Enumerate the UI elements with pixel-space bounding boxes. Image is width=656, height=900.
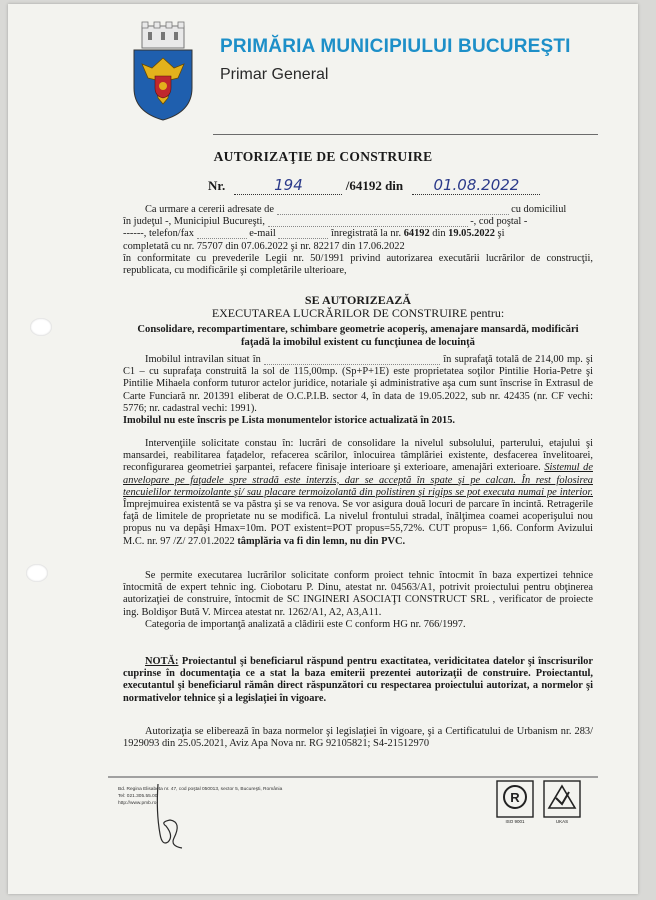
works-description: Consolidare, recompartimentare, schimbare geometrie acoperiş, amenajare mansardă, modificări faţadă la imobilul existent cu funcţiunea de locuinţă: [137, 324, 579, 348]
nr-label: Nr.: [208, 178, 226, 193]
document-header: [8, 4, 638, 124]
footer-divider: [108, 776, 598, 778]
footer-address: Bd. Regina Elisabeta nr. 47, cod poştal 050013, sector 5, Bucureşti, România: [118, 787, 283, 792]
note-paragraph: [123, 656, 593, 705]
permit-number-handwritten: 194: [234, 176, 342, 195]
permit-document: [8, 4, 638, 894]
intro-line: [123, 228, 593, 240]
institution-name: PRIMĂRIA MUNICIPIULUI BUCUREŞTI: [220, 36, 571, 57]
executarea-lucrarilor: [123, 307, 593, 320]
permit-block: [123, 570, 593, 631]
intro-din: din: [432, 228, 446, 240]
punch-hole: [26, 564, 48, 582]
intro-postal-label: -, cod poştal -: [470, 216, 528, 228]
pentru-label: pentru:: [470, 306, 505, 320]
note-text: Proiectantul şi beneficiarul răspund pentru exactitatea, veridicitatea datelor şi înscrisurilor cuprinse în documentaţia ce a stat la baza emiterii prezentei autorizaţii de construire. Proiectantul, executantul şi beneficiarul rămân direct răspunzători cu respectarea proiectului autorizat, a normelor şi normativelor tehnice şi a legislaţiei în vigoare.: [123, 656, 593, 704]
handwritten-signature-icon: [148, 782, 198, 852]
property-description: [123, 354, 593, 415]
institution-subtitle: Primar General: [220, 66, 329, 83]
bucharest-coat-of-arms-icon: [128, 18, 198, 122]
redacted-field: [278, 229, 328, 239]
intro-applicant-label: Ca urmare a cererii adresate de: [145, 204, 274, 215]
intro-line: [123, 216, 593, 228]
intro-line: [123, 204, 593, 216]
redacted-field: [268, 217, 468, 227]
header-divider: [213, 134, 598, 135]
interventions-block: [123, 438, 593, 548]
cert1-label: ISO 9001: [505, 819, 525, 824]
intro-domicile-label: cu domiciliul: [511, 204, 567, 215]
redacted-field: [277, 205, 509, 215]
permit-paragraph: Se permite executarea lucrărilor solicitate conform proiect tehnic întocmit în baza expertizei tehnice întocmită de expert tehnic ing. Ciobotaru P. Dinu, atestat nr. 04563/A1, potrivit proiectului pentru obţinerea autorizaţiei de construire, întocmit de SC INGINERI ASOCIAŢI CONSTRUCT SRL , verificator de proiecte ing. Boldişor Bută V. Mircea atestat nr. 1262/A1, A2, A3,A11.: [123, 570, 593, 618]
footer-phone: Tel: 021.305.55.00: [118, 794, 158, 799]
intro-line: completată cu nr. 75707 din 07.06.2022 şi nr. 82217 din 17.06.2022: [123, 240, 405, 252]
property-details: în suprafaţă totală de 214,00 mp. şi C1 – cu suprafaţa construită la sol de 115,00mp. (Sp+P+1E) este proprietatea soţilor Pintilie Horia-Petre şi Pintilie Mihaela conform tuturor actelor juridice, notariale şi administrative aşa cum sunt înscrise în Extrasul de Carte Funciară nr. 201391 eliberat de O.C.P.I.B. sector 4, în data de 19.05.2022, sub nr. 42435 (nr. CF vechi: 5776; nr. cadastral vechi: 1991).: [123, 354, 593, 414]
registration-date: 19.05.2022: [448, 228, 495, 240]
closing-paragraph: Autorizaţia se eliberează în baza normelor şi legislaţiei în vigoare, şi a Certificatului de Urbanism nr. 283/ 1929093 din 25.05.2021, Aviz Apa Nova nr. RG 92105821; S4-21512970: [123, 726, 593, 750]
footer-website: http://www.pmb.ro: [118, 801, 157, 806]
registered-quality-certification-icon: [496, 780, 534, 824]
interventions-conditions: Împrejmuirea existentă se va păstra şi se va renova. Se vor asigura două locuri de parcare în incintă. Retragerile faţă de limitele de proprietate nu se modifică. La nivelul frontului stradal, înălţimea coamei acoperişului nou propus nu va depăşi Hmax=10m. POT existent=POT propus=55,72%. CUT propus= 1,66. Conform Avizului M.C. nr. 97 /Z/ 27.01.2022: [123, 499, 593, 547]
intro-si: şi: [497, 228, 505, 240]
intro-email-label: e-mail: [249, 228, 276, 240]
joinery-condition: tâmplăria va fi din lemn, nu din PVC.: [237, 535, 406, 547]
monument-status: Imobilul nu este înscris pe Lista monumentelor istorice actualizată în 2015.: [123, 415, 456, 427]
redacted-field: [197, 229, 247, 239]
registration-number: 64192: [403, 228, 430, 240]
permit-date-handwritten: 01.08.2022: [412, 176, 540, 195]
ukas-accreditation-icon: [543, 780, 581, 824]
intro-phone-label: ------, telefon/fax: [123, 228, 194, 240]
note-label: NOTĂ:: [145, 656, 179, 667]
intro-registered-label: înregistrată la nr.: [330, 228, 402, 240]
se-autorizeaza: SE AUTORIZEAZĂ: [304, 293, 412, 307]
permit-number-line: [208, 176, 540, 195]
intro-county-label: în judeţul -, Municipiul Bucureşti,: [123, 216, 265, 228]
closing-block: [123, 726, 593, 750]
redacted-field: [264, 355, 440, 365]
note-block: [123, 656, 593, 705]
importance-category: Categoria de importanţă analizată a clădirii este C conform HG nr. 766/1997.: [145, 618, 466, 630]
property-location-label: Imobilul intravilan situat în: [145, 354, 261, 365]
intro-line: în conformitate cu prevederile Legii nr. 50/1991 privind autorizarea executării lucrărilor de construcţii, republicata, cu modificările şi completările ulterioare,: [123, 252, 593, 277]
intro-block: [123, 204, 593, 277]
nr-suffix: /64192 din: [345, 178, 404, 193]
cert2-label: UKAS: [555, 819, 569, 824]
property-block: [123, 354, 593, 427]
document-title: AUTORIZAŢIE DE CONSTRUIRE: [213, 149, 433, 164]
interventions-list: Intervenţiile solicitate constau în: lucrări de consolidare la nivelul subsolului, parterului, etajului şi mansardei, reabilitarea faţadelor, refacerea scărilor, înlocuirea tâmplăriei existente, desfacerea învelitoarei, reconfigurarea geometriei şarpantei, refacere finisaje interioare şi exterioare, amenajări exterioare.: [123, 438, 593, 474]
facade-restrictions: Sistemul de anvelopare pe faţadele spre stradă este interzis, dar se acceptă în spate şi pe calcan. În rest folosirea tencuielilor termoizolante şi/ sau placare termoizolantă din polistiren şi rigips se pot executa numai pe interior.: [123, 462, 593, 498]
punch-hole: [30, 318, 52, 336]
authorization-block: [123, 294, 593, 349]
svg-text:R: R: [510, 790, 520, 805]
interventions-paragraph: [123, 438, 593, 548]
executarea-label: EXECUTAREA LUCRĂRILOR DE CONSTRUIRE: [211, 306, 468, 320]
